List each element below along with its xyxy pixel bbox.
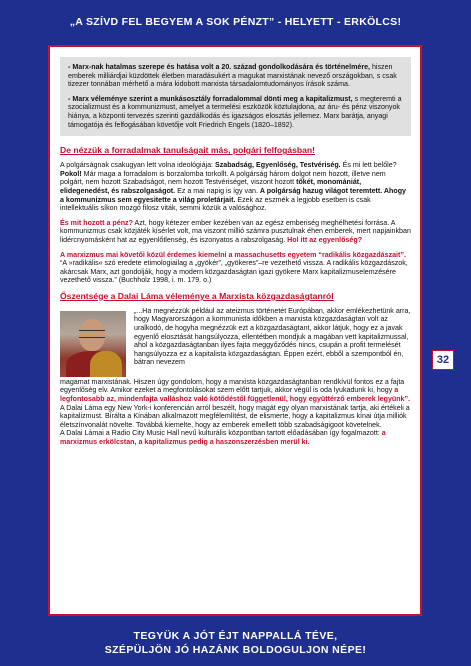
intro-item-1-rest: hiszen emberek milliárdjai küzdöttek életben maradásukért a magukat marxistának nevező országokban, s csak tizezer tonnában mérhető a mára kidobott marxista társadalomtudományos írások száma.: [68, 63, 397, 89]
top-banner: [0, 0, 471, 44]
section2-heading: Őszentsége a Dalai Láma véleménye a Marxista közgazdaságtanról: [60, 290, 334, 301]
intro-item-1-bold: Marx-nak hatalmas szerepe és hatása volt a 20. század gondolkodására és történelmére,: [72, 63, 371, 71]
intro-item-2-bold: Marx véleménye szerint a munkásosztály forradalommal dönti meg a kapitalizmust,: [72, 94, 353, 103]
quote-text-rest: magamat marxistának. Hiszen úgy gondolom, hogy a marxista közgazdaságtanban rendkívül fontos ez a fajta egyenlőség elv. Amikor ezeket a megfontolásokat szem előtt tartjuk, akkor végül is oda lyukadunk ki, hogy a legfontosabb az, mindenfajta valláshoz való kötődéstől függetlenül, hogy együttérző emberek legyünk”. A Dalai Láma egy New York-i konferencián arról beszélt, hogy magát egy olyan marxistának tartja, aki értékeli a kapitalizmust. Bírálta a Kínában alkalmazott megfélemlítést, de elismerte, hogy a kapitalizmus kínai útja milliók életszínvonalát növelte. Továbbá kiemelte, hogy az emberek emellett több szabadságigoot követelnek. A Dalai Lámai a Radio City Music Hall nevű kulturális központban tartott előadásában így fogalmazott: a marxizmus erkölcstan, a kapitalizmus pedig a haszonszerzésben merül ki.: [60, 377, 411, 447]
bottom-banner: [0, 620, 471, 666]
bottom-banner-line-1: TEGYÜK A JÓT ÉJT NAPPALLÁ TÉVE,: [133, 630, 338, 642]
page-content: [48, 45, 422, 616]
bottom-banner-line-2: SZÉPÜLJÖN JÓ HAZÁNK BOLDOGULJON NÉPE!: [104, 644, 367, 656]
quote-block: [60, 307, 411, 377]
section1-paragraph-2: És mit hozott a pénz? Azt, hogy kétezer ember kezében van az egész emberiség meghélhetési forrása. A kommunizmus csak közjáték kísérlet volt, ma viszont millió számra pusztulnak éhen emberek, mert napjainkban lidércnyomásként hat az egyenlőtlenség, és iszonyatos a rabszolgaság. Hol itt az egyenlőség?: [60, 218, 411, 244]
section1-heading: De nézzük a forradalmak tanulságait más, polgári felfogásban!: [60, 145, 316, 156]
page-number: 32: [436, 354, 450, 366]
top-banner-text: „A SZÍVD FEL BEGYEM A SOK PÉNZT” - HELYETT - ERKÖLCS!: [69, 16, 402, 28]
quote-text-top: „...Ha megnézzük például az ateizmus történetét Európában, akkor emlékezhetünk arra, hogy Magyarországon a kommunista időkben a marxista közgazdaságtan volt az uralkodó, de hogyha megnézzük ezt a közgazdaságtant, akkor látjuk, hogy ez a javak egyenlő elosztását hangsúlyozza, ellentétben mondjuk a magában vett kapitalizmussal, ahol a közgazdaságtanban ilyes fajta meggyőződés nincs, csupán a profit termelését hangsúlyozza ez a kapitalista közgazdaságtan. Éppen ezért, ebből a szempontból én, bátran nevezem: [134, 306, 411, 367]
section1-paragraph-1: A polgárságnak csakugyan lett volna ideológiája: Szabadság, Egyenlőség, Testvériség. És mi lett belőle? Pokol! Már maga a forradalom is borzalomba torkollt. A polgárság három dolgot nem hozott, illetve nem polgárt, nem hozott Szabadságot, nem hozott Testvériséget, viszont hozott tőkét, monomániát, elidegenedést, és rabszolgaságot. Ez a mai napig is így van. A polgárság hazug világot teremtett. Ahogy a kommunizmus sem egyesitette a világ proletárjait. Ezek az eszmék a legjobb esetben is csak intellektuális síkon mozgó filosz viták, semmi közük a valósághoz.: [60, 161, 406, 213]
intro-item-2-rest: s megteremti a szocializmust és a kommunizmust, amelyet a termelési eszközök köztulajdona, az áru- és pénz viszonyok hiánya, a központi tervezés szerinti gazdálkodás és igazságos elosztás jellemez. Marx barátja, anyagi támogatója és felfogásában követője volt Friedrich Engels (1820–1892).: [68, 94, 402, 129]
intro-box: [60, 57, 411, 136]
intro-item-1: - Marx-nak hatalmas szerepe és hatása volt a 20. század gondolkodására és történelmére, hiszen emberek milliárdjai küzdöttek életben maradásukért a magukat marxistának nevező országokban, s csak tizezer tonnában mérhető a mára kidobott marxista társadalomtudományos írások száma.: [68, 63, 397, 89]
page-number-badge: [432, 350, 454, 370]
section1-paragraph-3: A marxizmus mai követői közül érdemes kiemelni a massachusetts egyetem “radikális közgazdászait”. “A »radikális« szó eredete etimologiailag a „gyökér”, „gyökeres”–re vezethető vissza. A radikális közgazdászok, akárcsak Marx, azt gondolják, hogy a modern közgazdaságtan igazi gyökere Marx kapitalizmuselemzésére vezethető vissza.” (Buchholz 1998, i. m. 179. o.): [60, 250, 408, 285]
dalai-lama-photo: [60, 311, 126, 377]
intro-item-2: - Marx véleménye szerint a munkásosztály forradalommal dönti meg a kapitalizmust, s megteremti a szocializmust és a kommunizmust, amelyet a termelési eszközök köztulajdona, az áru- és pénz viszonyok hiánya, a központi tervezés szerinti gazdálkodás és igazságos elosztás jellemez. Marx barátja, anyagi támogatója és felfogásában követője volt Friedrich Engels (1820–1892).: [68, 94, 402, 129]
